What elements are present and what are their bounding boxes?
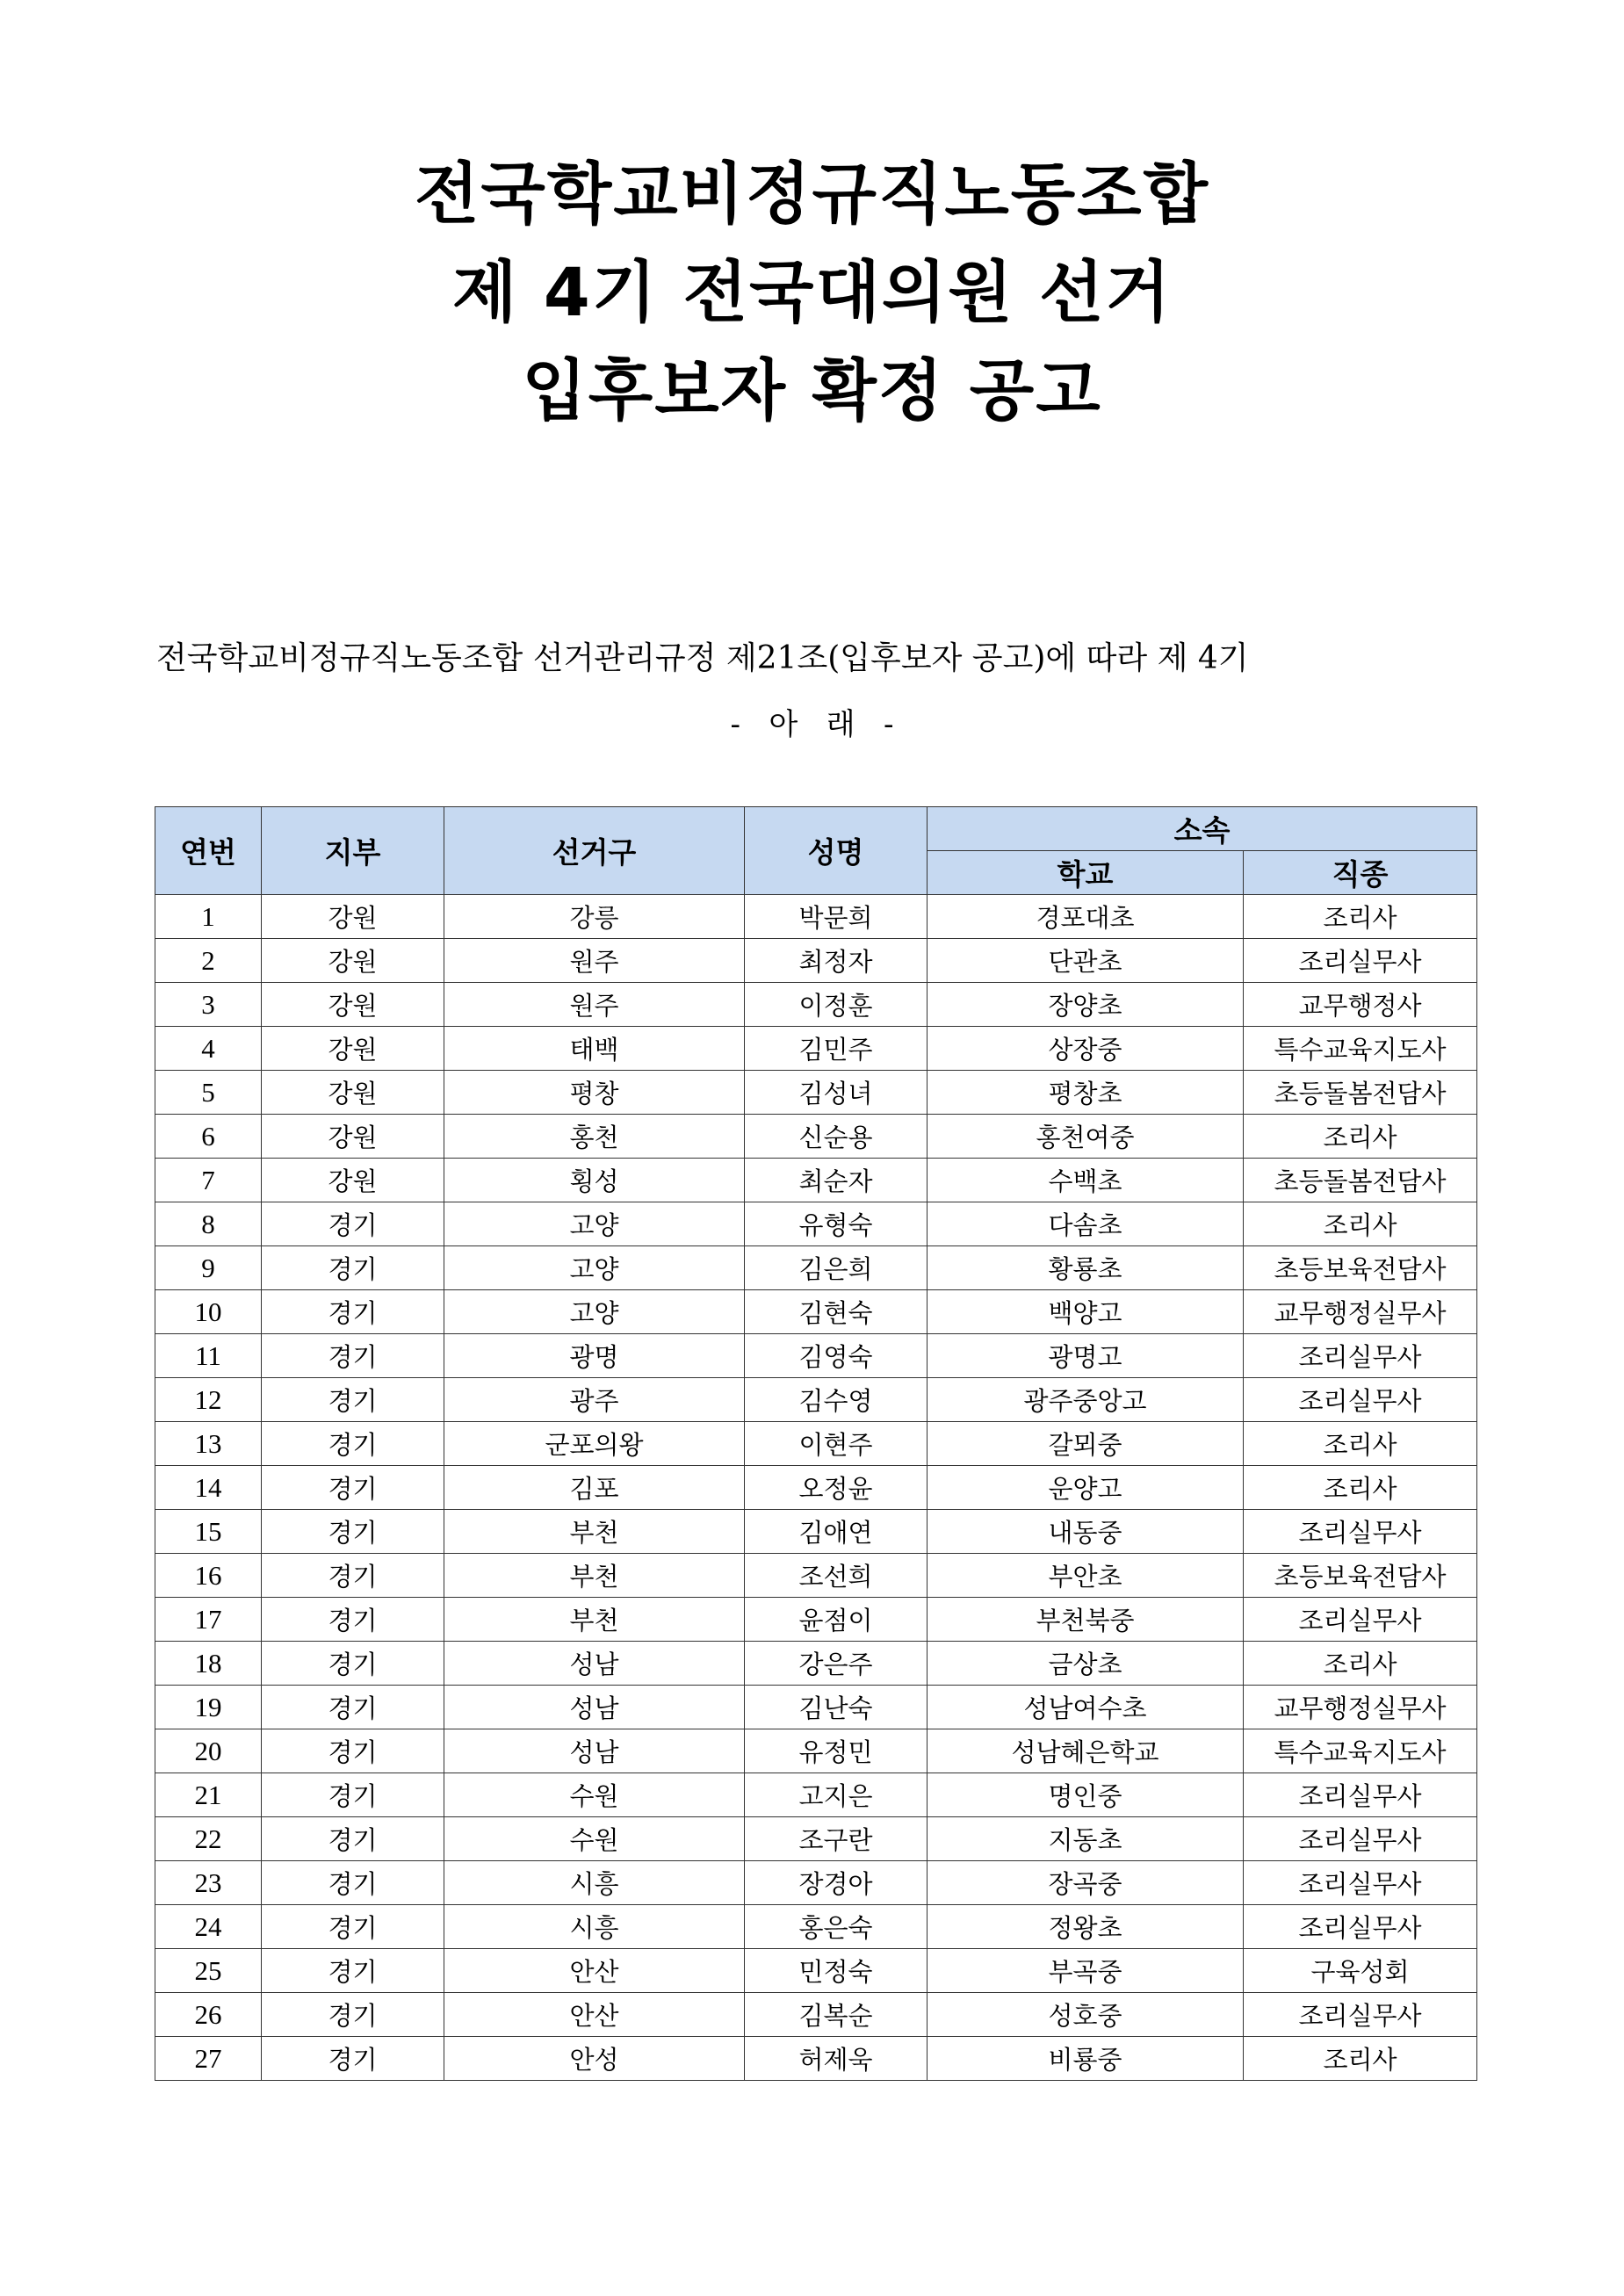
cell-school: 부곡중 — [927, 1949, 1244, 1993]
cell-school: 홍천여중 — [927, 1115, 1244, 1159]
cell-school: 금상초 — [927, 1642, 1244, 1686]
cell-job: 초등돌봄전담사 — [1244, 1071, 1477, 1115]
table-row — [155, 1729, 1477, 1773]
cell-name: 윤점이 — [745, 1598, 927, 1642]
cell-name: 박문희 — [745, 895, 927, 939]
cell-district: 군포의왕 — [444, 1422, 745, 1466]
notice-line-1: 전국학교비정규직노동조합 선거관리규정 제21조(입후보자 공고)에 따라 제 4기 — [156, 640, 1249, 676]
table-header-row-1 — [155, 807, 1477, 851]
cell-job: 조리실무사 — [1244, 1334, 1477, 1378]
cell-name: 김영숙 — [745, 1334, 927, 1378]
cell-district: 평창 — [444, 1071, 745, 1115]
cell-name: 김은희 — [745, 1246, 927, 1290]
cell-district: 고양 — [444, 1290, 745, 1334]
cell-district: 성남 — [444, 1642, 745, 1686]
cell-job: 조리사 — [1244, 895, 1477, 939]
cell-school: 갈뫼중 — [927, 1422, 1244, 1466]
table-row — [155, 1598, 1477, 1642]
cell-job: 조리실무사 — [1244, 939, 1477, 983]
cell-job: 특수교육지도사 — [1244, 1729, 1477, 1773]
cell-district: 광명 — [444, 1334, 745, 1378]
cell-job: 조리사 — [1244, 2037, 1477, 2081]
cell-no: 21 — [155, 1773, 262, 1817]
cell-branch: 경기 — [262, 1773, 444, 1817]
cell-branch: 경기 — [262, 1598, 444, 1642]
cell-no: 14 — [155, 1466, 262, 1510]
document-title — [0, 145, 1624, 440]
cell-district: 원주 — [444, 983, 745, 1027]
cell-no: 7 — [155, 1159, 262, 1202]
cell-name: 최정자 — [745, 939, 927, 983]
cell-no: 16 — [155, 1554, 262, 1598]
cell-no: 17 — [155, 1598, 262, 1642]
cell-school: 장양초 — [927, 983, 1244, 1027]
cell-district: 부천 — [444, 1510, 745, 1554]
cell-school: 부안초 — [927, 1554, 1244, 1598]
cell-no: 4 — [155, 1027, 262, 1071]
table-row — [155, 1202, 1477, 1246]
cell-job: 조리사 — [1244, 1202, 1477, 1246]
cell-name: 고지은 — [745, 1773, 927, 1817]
cell-branch: 강원 — [262, 895, 444, 939]
table-row — [155, 1642, 1477, 1686]
cell-no: 24 — [155, 1905, 262, 1949]
table-row — [155, 1949, 1477, 1993]
cell-no: 10 — [155, 1290, 262, 1334]
cell-district: 안산 — [444, 1949, 745, 1993]
cell-name: 김현숙 — [745, 1290, 927, 1334]
cell-name: 유형숙 — [745, 1202, 927, 1246]
cell-job: 초등돌봄전담사 — [1244, 1159, 1477, 1202]
cell-no: 11 — [155, 1334, 262, 1378]
table-row — [155, 1686, 1477, 1729]
header-name: 성명 — [745, 807, 927, 895]
cell-school: 황룡초 — [927, 1246, 1244, 1290]
cell-branch: 강원 — [262, 983, 444, 1027]
cell-school: 백양고 — [927, 1290, 1244, 1334]
cell-name: 허제욱 — [745, 2037, 927, 2081]
cell-no: 6 — [155, 1115, 262, 1159]
cell-district: 고양 — [444, 1202, 745, 1246]
cell-name: 유정민 — [745, 1729, 927, 1773]
cell-school: 경포대초 — [927, 895, 1244, 939]
cell-branch: 경기 — [262, 1642, 444, 1686]
cell-name: 이현주 — [745, 1422, 927, 1466]
cell-name: 김성녀 — [745, 1071, 927, 1115]
cell-district: 수원 — [444, 1773, 745, 1817]
cell-district: 안산 — [444, 1993, 745, 2037]
cell-school: 평창초 — [927, 1071, 1244, 1115]
cell-district: 김포 — [444, 1466, 745, 1510]
cell-branch: 경기 — [262, 1554, 444, 1598]
cell-district: 원주 — [444, 939, 745, 983]
cell-no: 1 — [155, 895, 262, 939]
cell-job: 조리사 — [1244, 1115, 1477, 1159]
cell-branch: 경기 — [262, 1334, 444, 1378]
table-row — [155, 1115, 1477, 1159]
cell-job: 교무행정실무사 — [1244, 1686, 1477, 1729]
table-row — [155, 1905, 1477, 1949]
cell-branch: 경기 — [262, 1510, 444, 1554]
table-row — [155, 1510, 1477, 1554]
cell-district: 광주 — [444, 1378, 745, 1422]
cell-name: 김민주 — [745, 1027, 927, 1071]
cell-job: 교무행정실무사 — [1244, 1290, 1477, 1334]
cell-district: 부천 — [444, 1598, 745, 1642]
cell-branch: 경기 — [262, 2037, 444, 2081]
cell-district: 강릉 — [444, 895, 745, 939]
cell-job: 조리실무사 — [1244, 1993, 1477, 2037]
header-affiliation: 소속 — [927, 807, 1477, 851]
cell-no: 23 — [155, 1861, 262, 1905]
cell-no: 22 — [155, 1817, 262, 1861]
cell-name: 김애연 — [745, 1510, 927, 1554]
cell-school: 광주중앙고 — [927, 1378, 1244, 1422]
cell-job: 조리실무사 — [1244, 1905, 1477, 1949]
cell-branch: 경기 — [262, 1993, 444, 2037]
cell-job: 특수교육지도사 — [1244, 1027, 1477, 1071]
candidate-table — [155, 806, 1477, 2081]
table-row — [155, 1378, 1477, 1422]
header-no: 연번 — [155, 807, 262, 895]
cell-district: 횡성 — [444, 1159, 745, 1202]
table-row — [155, 1861, 1477, 1905]
cell-job: 초등보육전담사 — [1244, 1554, 1477, 1598]
cell-name: 김난숙 — [745, 1686, 927, 1729]
table-row — [155, 1466, 1477, 1510]
cell-branch: 경기 — [262, 1949, 444, 1993]
cell-branch: 경기 — [262, 1466, 444, 1510]
title-line-election: 제 4기 전국대의원 선거 — [451, 253, 1172, 331]
table-row — [155, 1290, 1477, 1334]
cell-branch: 강원 — [262, 1115, 444, 1159]
cell-district: 부천 — [444, 1554, 745, 1598]
cell-job: 조리실무사 — [1244, 1817, 1477, 1861]
table-row — [155, 1334, 1477, 1378]
cell-no: 18 — [155, 1642, 262, 1686]
cell-no: 12 — [155, 1378, 262, 1422]
table-row — [155, 1422, 1477, 1466]
cell-branch: 경기 — [262, 1817, 444, 1861]
below-heading: - 아 래 - — [730, 707, 894, 742]
title-line-announcement: 입후보자 확정 공고 — [522, 351, 1102, 430]
cell-job: 조리실무사 — [1244, 1378, 1477, 1422]
table-row — [155, 2037, 1477, 2081]
cell-no: 25 — [155, 1949, 262, 1993]
cell-district: 시흥 — [444, 1861, 745, 1905]
cell-branch: 경기 — [262, 1378, 444, 1422]
table-row — [155, 1773, 1477, 1817]
cell-name: 최순자 — [745, 1159, 927, 1202]
header-branch: 지부 — [262, 807, 444, 895]
cell-job: 조리실무사 — [1244, 1773, 1477, 1817]
cell-job: 조리실무사 — [1244, 1510, 1477, 1554]
cell-branch: 강원 — [262, 1071, 444, 1115]
cell-job: 조리실무사 — [1244, 1598, 1477, 1642]
cell-no: 27 — [155, 2037, 262, 2081]
cell-name: 민정숙 — [745, 1949, 927, 1993]
cell-job: 조리사 — [1244, 1466, 1477, 1510]
cell-school: 성호중 — [927, 1993, 1244, 2037]
table-row — [155, 939, 1477, 983]
table-row — [155, 1554, 1477, 1598]
cell-name: 오정윤 — [745, 1466, 927, 1510]
table-row — [155, 895, 1477, 939]
cell-name: 강은주 — [745, 1642, 927, 1686]
cell-district: 안성 — [444, 2037, 745, 2081]
header-school: 학교 — [927, 851, 1244, 895]
cell-name: 조선희 — [745, 1554, 927, 1598]
cell-name: 김복순 — [745, 1993, 927, 2037]
cell-job: 초등보육전담사 — [1244, 1246, 1477, 1290]
cell-school: 단관초 — [927, 939, 1244, 983]
cell-branch: 강원 — [262, 939, 444, 983]
cell-no: 20 — [155, 1729, 262, 1773]
cell-school: 비룡중 — [927, 2037, 1244, 2081]
cell-no: 9 — [155, 1246, 262, 1290]
cell-branch: 경기 — [262, 1422, 444, 1466]
table-row — [155, 1159, 1477, 1202]
cell-branch: 강원 — [262, 1027, 444, 1071]
cell-branch: 강원 — [262, 1159, 444, 1202]
cell-job: 구육성회 — [1244, 1949, 1477, 1993]
cell-school: 부천북중 — [927, 1598, 1244, 1642]
cell-branch: 경기 — [262, 1246, 444, 1290]
cell-district: 수원 — [444, 1817, 745, 1861]
cell-no: 13 — [155, 1422, 262, 1466]
cell-branch: 경기 — [262, 1202, 444, 1246]
cell-school: 성남여수초 — [927, 1686, 1244, 1729]
cell-name: 장경아 — [745, 1861, 927, 1905]
cell-name: 신순용 — [745, 1115, 927, 1159]
cell-no: 8 — [155, 1202, 262, 1246]
cell-school: 장곡중 — [927, 1861, 1244, 1905]
header-job: 직종 — [1244, 851, 1477, 895]
table-row — [155, 983, 1477, 1027]
cell-branch: 경기 — [262, 1729, 444, 1773]
cell-job: 조리사 — [1244, 1642, 1477, 1686]
cell-school: 명인중 — [927, 1773, 1244, 1817]
table-row — [155, 1246, 1477, 1290]
cell-name: 김수영 — [745, 1378, 927, 1422]
cell-no: 5 — [155, 1071, 262, 1115]
cell-no: 19 — [155, 1686, 262, 1729]
cell-school: 수백초 — [927, 1159, 1244, 1202]
cell-no: 15 — [155, 1510, 262, 1554]
cell-district: 태백 — [444, 1027, 745, 1071]
header-district: 선거구 — [444, 807, 745, 895]
cell-district: 성남 — [444, 1686, 745, 1729]
cell-name: 이정훈 — [745, 983, 927, 1027]
table-row — [155, 1071, 1477, 1115]
table-row — [155, 1027, 1477, 1071]
cell-no: 2 — [155, 939, 262, 983]
cell-no: 3 — [155, 983, 262, 1027]
cell-school: 지동초 — [927, 1817, 1244, 1861]
cell-name: 홍은숙 — [745, 1905, 927, 1949]
table-row — [155, 1993, 1477, 2037]
cell-branch: 경기 — [262, 1686, 444, 1729]
cell-branch: 경기 — [262, 1905, 444, 1949]
cell-school: 내동중 — [927, 1510, 1244, 1554]
cell-school: 다솜초 — [927, 1202, 1244, 1246]
cell-job: 조리실무사 — [1244, 1861, 1477, 1905]
cell-branch: 경기 — [262, 1861, 444, 1905]
table-body — [155, 895, 1477, 2081]
cell-branch: 경기 — [262, 1290, 444, 1334]
title-line-union: 전국학교비정규직노동조합 — [415, 155, 1209, 233]
cell-district: 시흥 — [444, 1905, 745, 1949]
cell-school: 성남혜은학교 — [927, 1729, 1244, 1773]
cell-job: 교무행정사 — [1244, 983, 1477, 1027]
cell-district: 고양 — [444, 1246, 745, 1290]
cell-district: 홍천 — [444, 1115, 745, 1159]
cell-no: 26 — [155, 1993, 262, 2037]
cell-name: 조구란 — [745, 1817, 927, 1861]
cell-district: 성남 — [444, 1729, 745, 1773]
cell-school: 운양고 — [927, 1466, 1244, 1510]
cell-school: 상장중 — [927, 1027, 1244, 1071]
cell-school: 정왕초 — [927, 1905, 1244, 1949]
cell-job: 조리사 — [1244, 1422, 1477, 1466]
table-row — [155, 1817, 1477, 1861]
cell-school: 광명고 — [927, 1334, 1244, 1378]
